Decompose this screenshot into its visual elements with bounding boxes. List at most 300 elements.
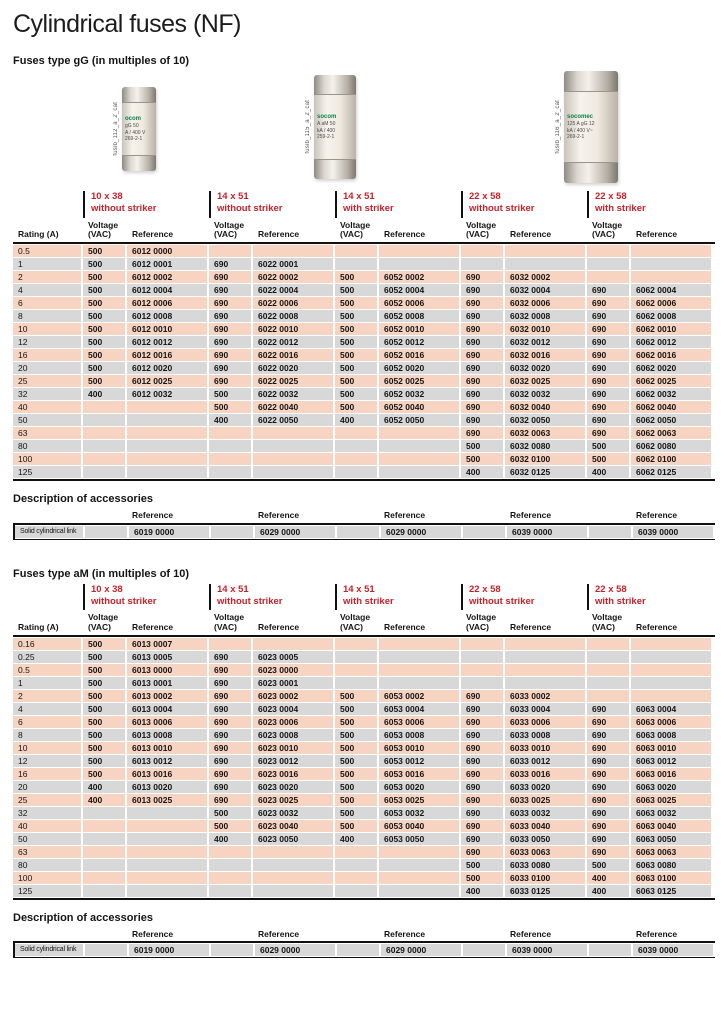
- reference-cell: 6023 0000: [253, 664, 333, 676]
- reference-cell: 6063 0025: [631, 794, 711, 806]
- reference-cell: [631, 638, 711, 650]
- reference-cell: 6052 0020: [379, 362, 459, 374]
- column-group-header: [209, 584, 333, 611]
- rating-cell: 40: [13, 820, 81, 832]
- voltage-cell: 690: [461, 846, 503, 858]
- accessory-voltage-cell: [463, 526, 505, 538]
- reference-cell: [127, 414, 207, 426]
- reference-cell: [379, 859, 459, 871]
- reference-cell: [253, 453, 333, 465]
- voltage-cell: 690: [209, 258, 251, 270]
- fuse-size-label: 14 x 51: [343, 191, 375, 202]
- reference-cell: 6023 0025: [253, 794, 333, 806]
- reference-cell: 6062 0100: [631, 453, 711, 465]
- rating-cell: 125: [13, 885, 81, 897]
- column-group-header: [587, 191, 711, 218]
- voltage-cell: [335, 258, 377, 270]
- voltage-cell: 500: [335, 716, 377, 728]
- reference-cell: 6063 0020: [631, 781, 711, 793]
- voltage-cell: 690: [461, 362, 503, 374]
- reference-cell: 6033 0004: [505, 703, 585, 715]
- rating-cell: 32: [13, 388, 81, 400]
- reference-column-header: Reference: [384, 230, 426, 240]
- reference-cell: [379, 872, 459, 884]
- reference-cell: 6033 0016: [505, 768, 585, 780]
- rating-cell: 10: [13, 323, 81, 335]
- reference-cell: 6023 0016: [253, 768, 333, 780]
- reference-cell: 6052 0025: [379, 375, 459, 387]
- rating-cell: 80: [13, 859, 81, 871]
- rating-cell: 16: [13, 349, 81, 361]
- voltage-header-line1: Voltage: [340, 220, 371, 230]
- reference-cell: [127, 885, 207, 897]
- rating-cell: 4: [13, 284, 81, 296]
- reference-cell: 6062 0125: [631, 466, 711, 478]
- reference-cell: 6032 0025: [505, 375, 585, 387]
- reference-cell: 6062 0063: [631, 427, 711, 439]
- reference-cell: [631, 664, 711, 676]
- voltage-cell: 500: [587, 453, 629, 465]
- voltage-header-line2: (VAC): [88, 622, 111, 633]
- voltage-cell: 500: [461, 453, 503, 465]
- reference-cell: [127, 872, 207, 884]
- voltage-column-header: [209, 613, 251, 633]
- voltage-header-line2: (VAC): [592, 622, 615, 633]
- table-row: [13, 362, 715, 374]
- reference-cell: 6023 0002: [253, 690, 333, 702]
- fuse-marking: 269-2-1: [125, 136, 143, 143]
- voltage-cell: 500: [83, 349, 125, 361]
- reference-cell: 6053 0010: [379, 742, 459, 754]
- striker-label: with striker: [595, 203, 646, 215]
- fuse-marking: 269-2-1: [567, 134, 585, 141]
- voltage-cell: 500: [83, 297, 125, 309]
- reference-column-header: Reference: [510, 230, 552, 240]
- reference-cell: 6053 0020: [379, 781, 459, 793]
- voltage-cell: [461, 258, 503, 270]
- fuse-size-label: 22 x 58: [469, 191, 501, 202]
- rating-cell: 25: [13, 794, 81, 806]
- voltage-cell: [461, 245, 503, 257]
- rating-cell: 125: [13, 466, 81, 478]
- page-title: Cylindrical fuses (NF): [13, 10, 241, 38]
- table-row: [13, 885, 715, 897]
- accessory-reference-cell: 6019 0000: [129, 944, 209, 956]
- reference-cell: 6063 0100: [631, 872, 711, 884]
- voltage-header-line1: Voltage: [214, 220, 245, 230]
- voltage-cell: 500: [83, 703, 125, 715]
- reference-cell: [631, 258, 711, 270]
- fuse-size-label: 22 x 58: [595, 583, 627, 595]
- rating-column-spacer: [13, 584, 81, 611]
- section-fuses-am: [13, 568, 715, 959]
- voltage-cell: 500: [335, 755, 377, 767]
- rating-cell: 50: [13, 833, 81, 845]
- reference-cell: 6023 0050: [253, 833, 333, 845]
- reference-cell: 6052 0012: [379, 336, 459, 348]
- voltage-cell: 500: [587, 859, 629, 871]
- voltage-cell: [209, 846, 251, 858]
- reference-cell: [127, 807, 207, 819]
- voltage-cell: 500: [83, 690, 125, 702]
- table-row: [13, 651, 715, 663]
- voltage-cell: [83, 440, 125, 452]
- voltage-header-line1: Voltage: [340, 613, 371, 623]
- reference-cell: 6022 0020: [253, 362, 333, 374]
- voltage-cell: 500: [461, 872, 503, 884]
- voltage-cell: [587, 651, 629, 663]
- voltage-cell: 690: [209, 323, 251, 335]
- table-row: [13, 323, 715, 335]
- voltage-cell: 500: [335, 781, 377, 793]
- voltage-cell: 500: [83, 245, 125, 257]
- voltage-header-line2: (VAC): [214, 622, 237, 633]
- column-header-row: [13, 221, 715, 245]
- rating-column-header: Rating (A): [18, 623, 59, 633]
- table-row: [13, 297, 715, 309]
- fuse-marking: 125 A gG 12: [567, 120, 595, 127]
- column-group-header: [83, 584, 207, 611]
- reference-cell: 6013 0006: [127, 716, 207, 728]
- voltage-column-header: [587, 613, 629, 633]
- voltage-cell: 690: [209, 677, 251, 689]
- accessories-reference-header: Reference: [258, 511, 300, 521]
- gg-accessories-table: [13, 511, 715, 539]
- voltage-cell: 500: [209, 820, 251, 832]
- voltage-cell: 690: [461, 781, 503, 793]
- fuse-photo-14x51: [305, 75, 356, 179]
- reference-cell: 6023 0005: [253, 651, 333, 663]
- column-group-header: [587, 584, 711, 611]
- reference-cell: [127, 440, 207, 452]
- reference-cell: 6023 0010: [253, 742, 333, 754]
- rating-cell: 80: [13, 440, 81, 452]
- reference-cell: 6053 0012: [379, 755, 459, 767]
- voltage-cell: 690: [587, 820, 629, 832]
- reference-cell: 6012 0012: [127, 336, 207, 348]
- table-row: [13, 846, 715, 858]
- voltage-cell: 690: [461, 794, 503, 806]
- voltage-column-header: [335, 221, 377, 241]
- accessories-reference-header: Reference: [636, 511, 678, 521]
- voltage-cell: 500: [83, 362, 125, 374]
- fuse-size-label: 10 x 38: [91, 191, 123, 202]
- rating-cell: 40: [13, 401, 81, 413]
- voltage-cell: 400: [335, 414, 377, 426]
- section-gg-heading: Fuses type gG (in multiples of 10): [13, 55, 190, 67]
- voltage-cell: 500: [335, 284, 377, 296]
- reference-cell: 6032 0040: [505, 401, 585, 413]
- voltage-column-header: [461, 221, 503, 241]
- rating-cell: 0.5: [13, 245, 81, 257]
- reference-cell: 6053 0040: [379, 820, 459, 832]
- reference-cell: 6012 0010: [127, 323, 207, 335]
- reference-cell: [253, 427, 333, 439]
- voltage-column-header: [461, 613, 503, 633]
- voltage-cell: 500: [83, 742, 125, 754]
- reference-cell: [379, 677, 459, 689]
- reference-cell: 6012 0016: [127, 349, 207, 361]
- voltage-column-header: [83, 613, 125, 633]
- voltage-header-line2: (VAC): [592, 229, 615, 240]
- voltage-cell: 690: [209, 690, 251, 702]
- voltage-cell: 690: [461, 716, 503, 728]
- accessories-reference-header: Reference: [384, 511, 426, 521]
- reference-cell: 6033 0032: [505, 807, 585, 819]
- voltage-header-line1: Voltage: [466, 220, 497, 230]
- table-row: [13, 716, 715, 728]
- voltage-cell: 690: [461, 703, 503, 715]
- striker-label: without striker: [91, 595, 157, 607]
- rating-cell: 63: [13, 846, 81, 858]
- reference-cell: 6063 0080: [631, 859, 711, 871]
- voltage-cell: [335, 664, 377, 676]
- reference-cell: 6032 0004: [505, 284, 585, 296]
- reference-cell: 6023 0004: [253, 703, 333, 715]
- voltage-cell: 690: [587, 833, 629, 845]
- table-row: [13, 414, 715, 426]
- voltage-cell: [83, 820, 125, 832]
- voltage-cell: 500: [335, 362, 377, 374]
- reference-cell: 6052 0032: [379, 388, 459, 400]
- voltage-cell: 500: [335, 375, 377, 387]
- table-row: [13, 729, 715, 741]
- striker-label: with striker: [343, 595, 394, 607]
- table-row: [13, 284, 715, 296]
- accessory-label: Solid cylindrical link: [15, 944, 83, 956]
- voltage-cell: 500: [335, 742, 377, 754]
- table-row: [13, 336, 715, 348]
- voltage-cell: 400: [587, 872, 629, 884]
- voltage-cell: 400: [587, 885, 629, 897]
- accessory-reference-cell: 6039 0000: [507, 526, 587, 538]
- reference-cell: 6033 0080: [505, 859, 585, 871]
- voltage-cell: 500: [335, 768, 377, 780]
- accessory-reference-cell: 6029 0000: [255, 526, 335, 538]
- table-body: [13, 638, 715, 900]
- rating-cell: 12: [13, 336, 81, 348]
- voltage-cell: 690: [587, 349, 629, 361]
- reference-cell: 6022 0012: [253, 336, 333, 348]
- voltage-cell: [83, 466, 125, 478]
- fuse-product-photos: [13, 71, 715, 187]
- reference-cell: 6012 0001: [127, 258, 207, 270]
- reference-cell: 6022 0050: [253, 414, 333, 426]
- voltage-cell: 400: [209, 414, 251, 426]
- voltage-cell: 690: [461, 768, 503, 780]
- column-group-header: [335, 584, 459, 611]
- brand-marking: ocom: [125, 115, 142, 122]
- voltage-cell: 690: [461, 388, 503, 400]
- reference-cell: 6033 0125: [505, 885, 585, 897]
- accessory-voltage-cell: [463, 944, 505, 956]
- fuse-metal-cap: [122, 155, 156, 171]
- voltage-cell: 500: [335, 310, 377, 322]
- reference-cell: 6062 0010: [631, 323, 711, 335]
- voltage-cell: 500: [335, 349, 377, 361]
- rating-cell: 6: [13, 716, 81, 728]
- reference-cell: 6053 0006: [379, 716, 459, 728]
- reference-cell: 6013 0004: [127, 703, 207, 715]
- am-accessories-table: [13, 930, 715, 958]
- column-group-header: [209, 191, 333, 218]
- voltage-cell: 690: [461, 336, 503, 348]
- reference-cell: 6062 0008: [631, 310, 711, 322]
- voltage-cell: [461, 638, 503, 650]
- voltage-cell: 690: [461, 729, 503, 741]
- accessories-header-row: [13, 930, 715, 941]
- reference-cell: 6033 0040: [505, 820, 585, 832]
- voltage-cell: [335, 677, 377, 689]
- fuse-ceramic-body: [122, 103, 156, 155]
- voltage-cell: 500: [83, 375, 125, 387]
- voltage-cell: 690: [209, 742, 251, 754]
- voltage-cell: 690: [587, 768, 629, 780]
- reference-cell: [631, 690, 711, 702]
- reference-cell: [631, 271, 711, 283]
- voltage-cell: 500: [335, 388, 377, 400]
- fuse-photo-caption: fusib_112_a_2_cat: [113, 102, 119, 156]
- reference-cell: [127, 846, 207, 858]
- table-row: [13, 401, 715, 413]
- reference-cell: 6063 0050: [631, 833, 711, 845]
- accessories-header-row: [13, 511, 715, 522]
- column-group-header: [461, 584, 585, 611]
- rating-column-spacer: [13, 191, 81, 218]
- voltage-cell: [83, 846, 125, 858]
- accessory-voltage-cell: [211, 526, 253, 538]
- fuse-size-label: 14 x 51: [217, 191, 249, 202]
- reference-cell: 6023 0040: [253, 820, 333, 832]
- reference-cell: 6032 0016: [505, 349, 585, 361]
- voltage-cell: [335, 245, 377, 257]
- voltage-cell: [587, 638, 629, 650]
- voltage-cell: [461, 677, 503, 689]
- fuse-photo-caption: fusib_115_a_2_cat: [305, 100, 311, 154]
- voltage-cell: 500: [83, 284, 125, 296]
- voltage-cell: [587, 664, 629, 676]
- reference-cell: 6063 0032: [631, 807, 711, 819]
- voltage-header-line1: Voltage: [88, 613, 119, 623]
- reference-cell: 6063 0016: [631, 768, 711, 780]
- accessory-voltage-cell: [211, 944, 253, 956]
- reference-cell: [379, 258, 459, 270]
- brand-marking: socomec: [567, 113, 594, 120]
- reference-column-header: Reference: [636, 623, 678, 633]
- voltage-cell: 500: [83, 336, 125, 348]
- reference-cell: [127, 453, 207, 465]
- voltage-cell: [83, 453, 125, 465]
- striker-label: without striker: [217, 595, 283, 607]
- voltage-cell: 690: [587, 807, 629, 819]
- rating-cell: 50: [13, 414, 81, 426]
- reference-cell: 6052 0050: [379, 414, 459, 426]
- voltage-cell: 690: [461, 401, 503, 413]
- table-row: [13, 664, 715, 676]
- accessory-row: [13, 941, 715, 958]
- voltage-cell: 690: [587, 427, 629, 439]
- reference-cell: 6023 0020: [253, 781, 333, 793]
- reference-cell: [505, 245, 585, 257]
- voltage-column-header: [335, 613, 377, 633]
- voltage-cell: 690: [587, 794, 629, 806]
- accessories-reference-header: Reference: [384, 929, 426, 939]
- voltage-cell: 690: [209, 297, 251, 309]
- voltage-cell: 690: [587, 729, 629, 741]
- voltage-cell: 690: [587, 310, 629, 322]
- voltage-cell: [83, 859, 125, 871]
- table-row: [13, 349, 715, 361]
- fuse-marking: gG 50: [125, 122, 139, 129]
- reference-cell: 6012 0000: [127, 245, 207, 257]
- reference-cell: [631, 651, 711, 663]
- voltage-cell: 500: [461, 440, 503, 452]
- fuse-marking: A aM 50: [317, 120, 336, 127]
- voltage-cell: [209, 885, 251, 897]
- accessory-voltage-cell: [85, 944, 127, 956]
- reference-column-header: Reference: [636, 230, 678, 240]
- voltage-cell: 690: [209, 794, 251, 806]
- voltage-cell: 690: [587, 284, 629, 296]
- voltage-cell: [587, 271, 629, 283]
- rating-cell: 20: [13, 781, 81, 793]
- accessory-reference-cell: 6029 0000: [255, 944, 335, 956]
- reference-cell: 6023 0006: [253, 716, 333, 728]
- voltage-cell: [209, 466, 251, 478]
- voltage-cell: 690: [461, 297, 503, 309]
- voltage-cell: 500: [83, 258, 125, 270]
- table-row: [13, 755, 715, 767]
- table-row: [13, 820, 715, 832]
- accessories-reference-header: Reference: [636, 929, 678, 939]
- voltage-cell: 690: [587, 336, 629, 348]
- voltage-cell: 500: [335, 794, 377, 806]
- rating-cell: 8: [13, 310, 81, 322]
- voltage-cell: 690: [587, 388, 629, 400]
- reference-cell: 6033 0010: [505, 742, 585, 754]
- reference-cell: 6022 0004: [253, 284, 333, 296]
- reference-cell: 6022 0010: [253, 323, 333, 335]
- voltage-header-line2: (VAC): [340, 229, 363, 240]
- reference-cell: 6062 0020: [631, 362, 711, 374]
- reference-cell: [127, 427, 207, 439]
- reference-cell: 6033 0050: [505, 833, 585, 845]
- reference-cell: 6032 0032: [505, 388, 585, 400]
- voltage-cell: 500: [83, 768, 125, 780]
- accessory-label: Solid cylindrical link: [15, 526, 83, 538]
- reference-cell: [505, 258, 585, 270]
- voltage-cell: 500: [83, 755, 125, 767]
- reference-cell: 6013 0000: [127, 664, 207, 676]
- rating-column-header: Rating (A): [18, 230, 59, 240]
- fuse-size-label: 14 x 51: [343, 583, 375, 595]
- reference-cell: [505, 651, 585, 663]
- voltage-cell: 500: [335, 271, 377, 283]
- voltage-cell: 690: [209, 362, 251, 374]
- voltage-cell: 690: [209, 755, 251, 767]
- voltage-cell: [83, 414, 125, 426]
- striker-label: without striker: [91, 203, 157, 215]
- reference-cell: 6062 0025: [631, 375, 711, 387]
- voltage-cell: 400: [461, 885, 503, 897]
- voltage-cell: 690: [209, 271, 251, 283]
- voltage-cell: 500: [83, 664, 125, 676]
- voltage-cell: 500: [209, 388, 251, 400]
- voltage-cell: 690: [461, 271, 503, 283]
- reference-cell: 6022 0001: [253, 258, 333, 270]
- fuse-size-label: 22 x 58: [595, 191, 627, 202]
- fuse-ceramic-body: [314, 95, 356, 160]
